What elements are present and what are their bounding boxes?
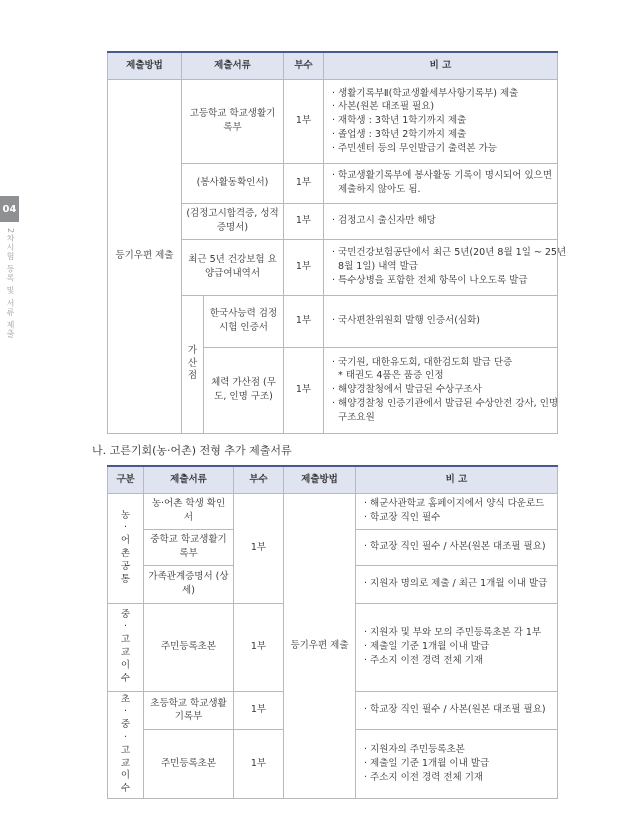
count-cell: 1부 — [234, 603, 284, 691]
header-count: 부수 — [234, 466, 284, 493]
group-cell: 농·어촌공통 — [108, 493, 144, 603]
notes-cell: · 지원자 및 부와 모의 주민등록초본 각 1부 · 제출일 기준 1개월 이내 발급 · 주소지 이전 경력 전체 기재 — [356, 603, 558, 691]
header-document: 제출서류 — [144, 466, 234, 493]
notes-cell: · 생활기록부Ⅱ(학교생활세부사항기록부) 제출 · 사본(원본 대조필 필요) · 재학생 : 3학년 1학기까지 제출 · 졸업생 : 3학년 2학기까지 제출 · 주민센터 등의 무인발급기 출력본 가능 — [324, 79, 558, 163]
doc-cell: 주민등록초본 — [144, 603, 234, 691]
header-count: 부수 — [284, 52, 324, 79]
method-cell: 등기우편 제출 — [108, 79, 182, 433]
count-cell: 1부 — [284, 79, 324, 163]
notes-cell: · 학교생활기록부에 봉사활동 기록이 명시되어 있으면 제출하지 않아도 됨. — [324, 163, 558, 203]
header-method: 제출방법 — [284, 466, 356, 493]
doc-cell: 체력 가산점 (무도, 인명 구조) — [204, 347, 284, 433]
doc-cell: 한국사능력 검정시험 인증서 — [204, 295, 284, 347]
doc-cell: 농·어촌 학생 확인서 — [144, 493, 234, 529]
doc-cell: 최근 5년 건강보험 요양급여내역서 — [182, 239, 284, 295]
group-cell: 가산점 — [182, 295, 204, 433]
notes-cell: · 검정고시 출신자만 해당 — [324, 203, 558, 239]
count-cell: 1부 — [284, 203, 324, 239]
doc-cell: 가족관계증명서 (상세) — [144, 565, 234, 603]
notes-cell: · 지원자 명의로 제출 / 최근 1개월 이내 발급 — [356, 565, 558, 603]
method-cell: 등기우편 제출 — [284, 493, 356, 799]
section-title: 나. 고른기회(농·어촌) 전형 추가 제출서류 — [92, 444, 292, 457]
notes-cell: · 국민건강보험공단에서 최근 5년(20년 8월 1일 ~ 25년 8월 1일) 내역 발급 · 특수상병을 포함한 전체 항목이 나오도록 발급 — [324, 239, 558, 295]
header-remarks: 비 고 — [356, 466, 558, 493]
doc-cell: 중학교 학교생활기록부 — [144, 529, 234, 565]
header-remarks: 비 고 — [324, 52, 558, 79]
doc-cell: 초등학교 학교생활기록부 — [144, 691, 234, 730]
count-cell: 1부 — [284, 347, 324, 433]
count-cell: 1부 — [234, 730, 284, 799]
group-cell: 중·고교이수 — [108, 603, 144, 691]
count-cell: 1부 — [284, 239, 324, 295]
notes-cell: · 학교장 직인 필수 / 사본(원본 대조필 필요) — [356, 691, 558, 730]
notes-cell: · 지원자의 주민등록초본 · 제출일 기준 1개월 이내 발급 · 주소지 이전 경력 전체 기재 — [356, 730, 558, 799]
count-cell: 1부 — [234, 493, 284, 603]
count-cell: 1부 — [284, 163, 324, 203]
notes-cell: · 국기원, 대한유도회, 대한검도회 발급 단증 * 태권도 4품은 품증 인정 · 해양경찰청에서 발급된 수상구조사 · 해양경찰청 인증기관에서 발급된 수상안전 강사, 인명 구조요원 — [324, 347, 558, 433]
notes-cell: · 국사편찬위원회 발행 인증서(심화) — [324, 295, 558, 347]
chapter-number-tab: 04 — [0, 196, 19, 222]
header-document: 제출서류 — [182, 52, 284, 79]
doc-cell: 주민등록초본 — [144, 730, 234, 799]
rural-documents-table — [107, 465, 558, 799]
group-cell: 초·중·고교이수 — [108, 691, 144, 799]
doc-cell: 고등학교 학교생활기록부 — [182, 79, 284, 163]
submission-documents-table — [107, 51, 567, 434]
notes-cell: · 학교장 직인 필수 / 사본(원본 대조필 필요) — [356, 529, 558, 565]
count-cell: 1부 — [234, 691, 284, 730]
count-cell: 1부 — [284, 295, 324, 347]
table-row — [108, 79, 558, 163]
chapter-label: 2차시험 등록 및 서류 제출 — [6, 228, 15, 339]
header-category: 구분 — [108, 466, 144, 493]
doc-cell: (봉사활동확인서) — [182, 163, 284, 203]
notes-cell: · 해군사관학교 홈페이지에서 양식 다운로드 · 학교장 직인 필수 — [356, 493, 558, 529]
table-row — [108, 493, 558, 529]
doc-cell: (검정고시합격증, 성적증명서) — [182, 203, 284, 239]
header-method: 제출방법 — [108, 52, 182, 79]
